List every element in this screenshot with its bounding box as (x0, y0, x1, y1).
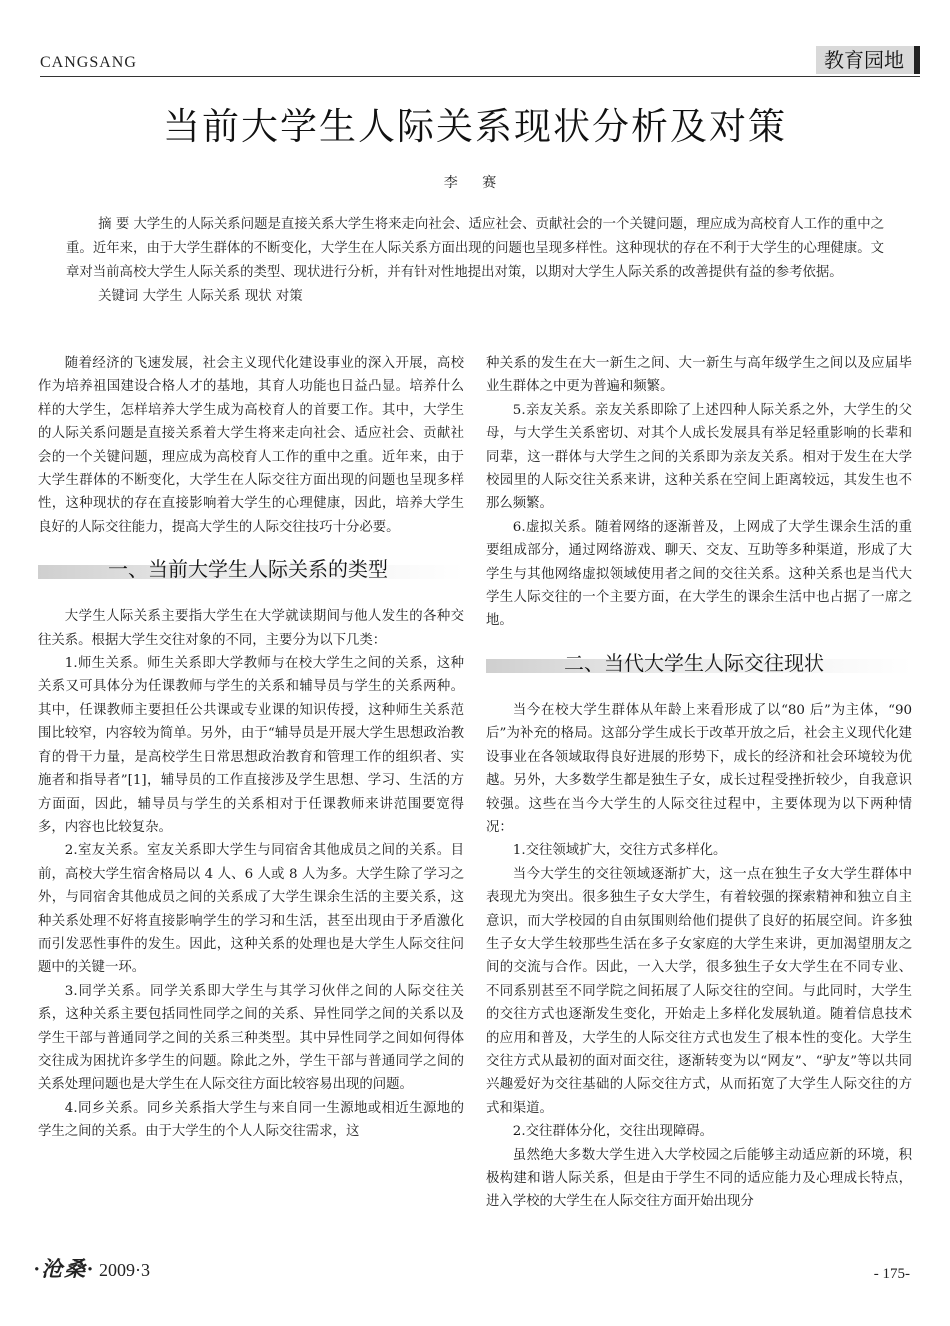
keywords: 关键词 大学生 人际关系 现状 对策 (98, 289, 303, 304)
right-column (486, 352, 912, 1214)
section-heading-text: 一、当前大学生人际关系的类型 (108, 557, 388, 582)
article-author: 李 赛 (443, 175, 507, 191)
article-title: 当前大学生人际关系现状分析及对策 (163, 105, 787, 148)
abstract-block (66, 213, 884, 309)
journal-name: CANGSANG (40, 54, 137, 71)
paragraph: 种关系的发生在大一新生之间、大一新生与高年级学生之间以及应届毕业生群体之中更为普遍和频繁。 (486, 356, 912, 395)
section-heading-text: 二、当代大学生人际交往现状 (564, 650, 824, 675)
paragraph: 1.交往领域扩大，交往方式多样化。 (512, 843, 727, 859)
paragraph: 随着经济的飞速发展，社会主义现代化建设事业的深入开展，高校作为培养祖国建设合格人才的基地，其育人功能也日益凸显。培养什么样的大学生，怎样培养大学生成为高校育人的首要工作。其中，大学生的人际关系问题是直接关系着大学生将来走向社会、适应社会、贡献社会的一个关键问题，理应成为高校育人工作的重中之重。近年来，由于大学生群体的不断变化，大学生在人际交往方面出现的问题也呈现多样性，这种现状的存在直接影响着大学生的心理健康，因此，培养大学生良好的人际交往能力，提高大学生的人际交往技巧十分必要。 (38, 356, 464, 535)
journal-logo: ·沧桑· (34, 1257, 95, 1281)
paragraph: 5.亲友关系。亲友关系即除了上述四种人际关系之外，大学生的父母，与大学生关系密切、对其个人成长发展具有举足轻重影响的长辈和同辈，这一群体与大学生之间的关系即为亲友关系。相对于发生在大学校园里的人际交往关系来讲，这种关系在空间上距离较远，其发生也不那么频繁。 (486, 402, 912, 512)
footer-issue (34, 1253, 150, 1283)
column-tag: 教育园地 (816, 46, 920, 74)
paragraph: 2.交往群体分化，交往出现障碍。 (512, 1124, 714, 1140)
header-rule (40, 76, 920, 77)
paragraph: 1.师生关系。师生关系即大学教师与在校大学生之间的关系，这种关系又可具体分为任课教师与学生的关系和辅导员与学生的关系两种。其中，任课教师主要担任公共课或专业课的知识传授，这种师生关系范围比较窄，内容较为简单。另外，由于“辅导员是开展大学生思想政治教育的骨干力量，是高校学生日常思想政治教育和管理工作的组织者、实施者和指导者”[1]，辅导员的工作直接涉及学生思想、学习、生活的方方面面，因此，辅导员与学生的关系相对于任课教师来讲范围要宽得多，内容也比较复杂。 (38, 656, 464, 835)
paragraph: 大学生人际关系主要指大学生在大学就读期间与他人发生的各种交往关系。根据大学生交往对象的不同，主要分为以下几类： (38, 609, 464, 648)
paragraph: 当今大学生的交往领域逐渐扩大，这一点在独生子女大学生群体中表现尤为突出。很多独生子女大学生，有着较强的探索精神和独立自主意识，而大学校园的自由氛围则给他们提供了良好的拓展空间。许多独生子女大学生较那些生活在多子女家庭的大学生来讲，更加渴望朋友之间的交流与合作。因此，一入大学，很多独生子女大学生在不同专业、不同系别甚至不同学院之间拓展了人际交往的空间。与此同时，大学生的交往方式也逐渐发生变化，开始走上多样化发展轨道。随着信息技术的应用和普及，大学生的人际交往方式也发生了根本性的变化。大学生交往方式从最初的面对面交往，逐渐转变为以“网友”、“驴友”等以共同兴趣爱好为交往基础的人际交往方式，从而拓宽了大学生人际交往的方式和渠道。 (486, 866, 912, 1116)
section-heading-1 (38, 553, 464, 587)
section-heading-2 (486, 647, 912, 681)
page-number: - 175- (873, 1266, 910, 1282)
paragraph: 6.虚拟关系。随着网络的逐渐普及，上网成了大学生课余生活的重要组成部分，通过网络游戏、聊天、交友、互助等多种渠道，形成了大学生与其他网络虚拟领域使用者之间的交往关系。这种关系也是当代大学生人际交往的一个主要方面，在大学生的课余生活中也占据了一席之地。 (486, 519, 912, 629)
paragraph: 4.同乡关系。同乡关系指大学生与来自同一生源地或相近生源地的学生之间的关系。由于大学生的个人人际交往需求，这 (38, 1100, 464, 1140)
paragraph: 2.室友关系。室友关系即大学生与同宿舍其他成员之间的关系。目前，高校大学生宿舍格局以 4 人、6 人或 8 人为多。大学生除了学习之外，与同宿舍其他成员之间的关系成了大学生课余生活的主要关系，这种关系处理不好将直接影响学生的学习和生活，甚至出现由于矛盾激化而引发恶性事件的发生。因此，这种关系的处理也是大学生人际交往问题中的关键一环。 (38, 843, 464, 976)
issue-number: 2009·3 (99, 1260, 150, 1280)
left-column (38, 352, 464, 1144)
abstract-text: 摘 要 大学生的人际关系问题是直接关系大学生将来走向社会、适应社会、贡献社会的一个关键问题，理应成为高校育人工作的重中之重。近年来，由于大学生群体的不断变化，大学生在人际关系方面出现的问题也呈现多样性。这种现状的存在不利于大学生的心理健康。文章对当前高校大学生人际关系的类型、现状进行分析，并有针对性地提出对策，以期对大学生人际关系的改善提供有益的参考依据。 (66, 217, 884, 280)
paragraph: 3.同学关系。同学关系即大学生与其学习伙伴之间的人际交往关系，这种关系主要包括同性同学之间的关系、异性同学之间的关系以及学生干部与普通同学之间的关系三种类型。其中异性同学之间如何得体交往成为困扰许多学生的问题。除此之外，学生干部与普通同学之间的关系处理问题也是大学生在人际交往方面比较容易出现的问题。 (38, 983, 464, 1093)
paragraph: 当今在校大学生群体从年龄上来看形成了以“80 后”为主体，“90 后”为补充的格局。这部分学生成长于改革开放之后，社会主义现代化建设事业在各领域取得良好进展的形势下，成长的经济和社会环境较为优越。另外，大多数学生都是独生子女，成长过程受挫折较少，自我意识较强。这些在当今大学生的人际交往过程中，主要体现为以下两种情况： (486, 702, 912, 835)
paragraph: 虽然绝大多数大学生进入大学校园之后能够主动适应新的环境，积极构建和谐人际关系，但是由于学生不同的适应能力及心理成长特点，进入学校的大学生在人际交往方面开始出现分 (486, 1147, 912, 1210)
